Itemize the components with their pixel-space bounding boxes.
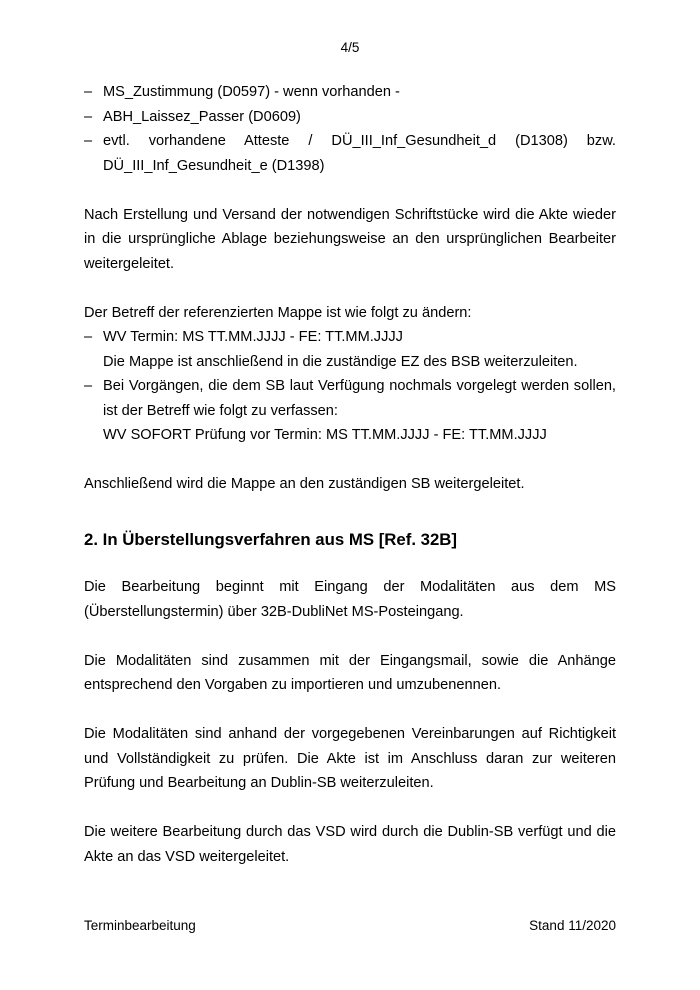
paragraph: Die Modalitäten sind zusammen mit der Eingangsmail, sowie die Anhänge entsprechend den Vorgaben zu importieren und umzubenennen. [84,652,616,693]
dash-bullet: – [84,378,93,394]
dash-bullet: – [84,133,93,149]
list-item: – MS_Zustimmung (D0597) - wenn vorhanden - [84,80,616,105]
dash-bullet: – [84,108,93,125]
subject-list [84,325,616,448]
list-item: – Bei Vorgängen, die dem SB laut Verfügung nochmals vorgelegt werden sollen, ist der Betreff wie folgt zu verfassen: WV SOFORT Prüfung vor Termin: MS TT.MM.JJJJ - FE: TT.MM.JJJJ [84,374,616,448]
paragraph: Nach Erstellung und Versand der notwendigen Schriftstücke wird die Akte wieder in die ursprüngliche Ablage beziehungsweise an den ursprünglichen Bearbeiter weitergeleitet. [84,206,616,272]
list-item: – WV Termin: MS TT.MM.JJJJ - FE: TT.MM.JJJJ Die Mappe ist anschließend in die zuständige EZ des BSB weiterzuleiten. [84,325,616,374]
attachment-list [84,80,616,178]
paragraph: Anschließend wird die Mappe an den zuständigen SB weitergeleitet. [84,476,525,492]
footer-date: Stand 11/2020 [529,918,616,933]
list-item-note: Die Mappe ist anschließend in die zuständige EZ des BSB weiterzuleiten. [103,353,578,370]
dash-bullet: – [84,329,93,345]
list-item: – ABH_Laissez_Passer (D0609) [84,105,616,130]
footer-title: Terminbearbeitung [84,918,196,933]
paragraph: Die weitere Bearbeitung durch das VSD wird durch die Dublin-SB verfügt und die Akte an das VSD weitergeleitet. [84,824,616,865]
page-footer [84,918,616,933]
list-item: – evtl. vorhandene Atteste / DÜ_III_Inf_Gesundheit_d (D1308) bzw. DÜ_III_Inf_Gesundheit_e (D1398) [84,129,616,178]
dash-bullet: – [84,84,93,100]
paragraph: Die Bearbeitung beginnt mit Eingang der Modalitäten aus dem MS (Überstellungstermin) über 32B-DubliNet MS-Posteingang. [84,579,616,620]
paragraph: Die Modalitäten sind anhand der vorgegebenen Vereinbarungen auf Richtigkeit und Vollständigkeit zu prüfen. Die Akte ist im Anschluss daran zur weiteren Prüfung und Bearbeitung an Dublin-SB weiterzuleiten. [84,726,616,791]
page-content [84,80,616,869]
page-number: 4/5 [340,40,360,55]
paragraph: Der Betreff der referenzierten Mappe ist wie folgt zu ändern: [84,304,472,321]
list-item-note: WV SOFORT Prüfung vor Termin: MS TT.MM.JJJJ - FE: TT.MM.JJJJ [103,427,547,443]
section-heading: 2. In Überstellungsverfahren aus MS [Ref. 32B] [84,529,458,549]
